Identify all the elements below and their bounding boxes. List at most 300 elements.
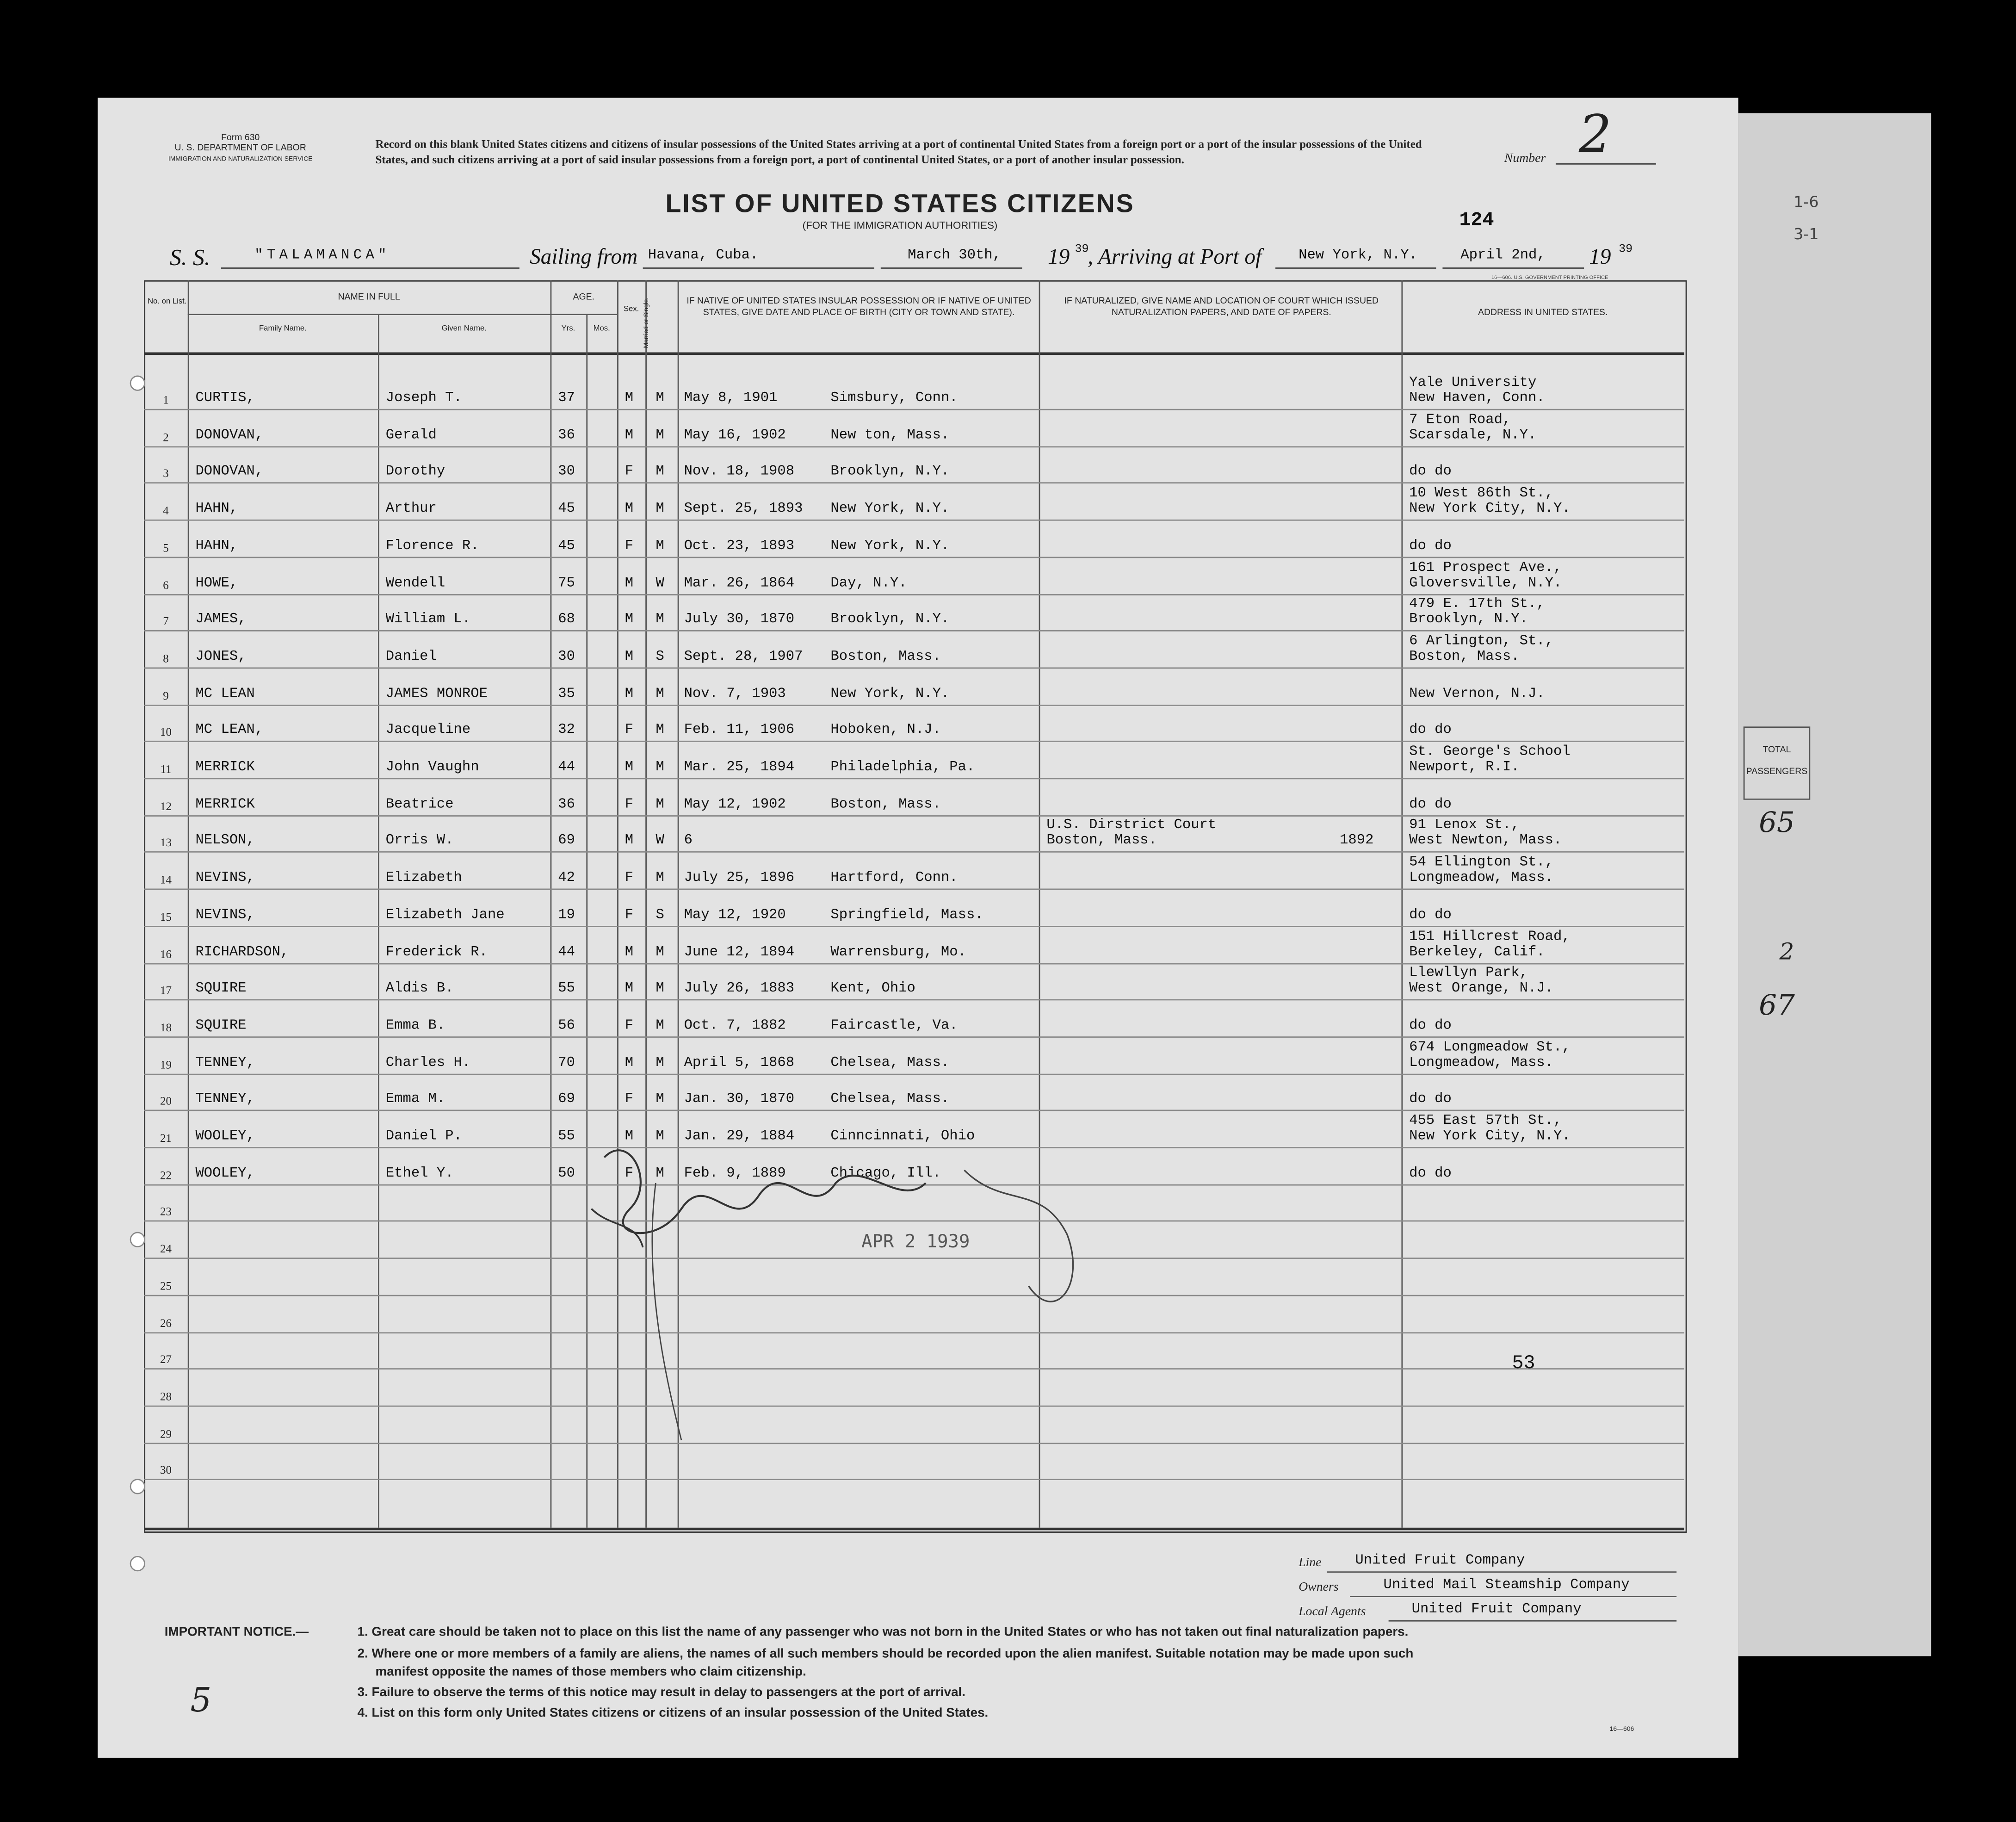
notice-1: 1. Great care should be taken not to place on this list the name of any passenger who was not born in the United States or who has not taken out final naturalization papers. bbox=[357, 1625, 1409, 1640]
row-separator bbox=[144, 520, 1684, 521]
address-line-2: Longmeadow, Mass. bbox=[1409, 1055, 1554, 1071]
sailing-rule bbox=[643, 267, 874, 269]
birth-date: Mar. 25, 1894 bbox=[684, 760, 795, 775]
birth-place: Hoboken, N.J. bbox=[830, 723, 941, 739]
col-divider bbox=[550, 280, 552, 1528]
sailing-from: Havana, Cuba. bbox=[648, 248, 759, 264]
row-number: 16 bbox=[160, 947, 172, 960]
line-label: Line bbox=[1299, 1556, 1322, 1570]
address-line-2: do do bbox=[1409, 1165, 1452, 1182]
birth-date: Jan. 29, 1884 bbox=[684, 1129, 795, 1145]
row-number: 28 bbox=[160, 1390, 172, 1403]
given-name: Charles H. bbox=[385, 1055, 471, 1071]
row-separator bbox=[144, 926, 1684, 927]
age: 44 bbox=[558, 944, 575, 960]
marital-status: W bbox=[656, 575, 664, 591]
age: 68 bbox=[558, 612, 575, 628]
sex: M bbox=[625, 686, 634, 702]
row-number: 30 bbox=[160, 1463, 172, 1477]
owners-label: Owners bbox=[1299, 1580, 1339, 1595]
sex: M bbox=[625, 1129, 634, 1145]
punch-hole bbox=[130, 376, 145, 391]
given-name: Gerald bbox=[385, 428, 437, 443]
sex: F bbox=[625, 723, 634, 739]
birth-date: Feb. 9, 1889 bbox=[684, 1165, 786, 1182]
form-agency bbox=[144, 134, 337, 165]
line-rule bbox=[1327, 1571, 1676, 1573]
address-line-1: 151 Hillcrest Road, bbox=[1409, 929, 1571, 945]
marital-status: M bbox=[656, 502, 664, 517]
year-suffix-2: 39 bbox=[1619, 243, 1633, 256]
sex: M bbox=[625, 649, 634, 665]
address-line-2: do do bbox=[1409, 538, 1452, 554]
owners-value: United Mail Steamship Company bbox=[1383, 1578, 1630, 1593]
marital-status: W bbox=[656, 834, 664, 849]
marital-status: M bbox=[656, 465, 664, 480]
row-number: 27 bbox=[160, 1353, 172, 1366]
bottom-rule bbox=[144, 1528, 1684, 1531]
family-name: SQUIRE bbox=[195, 1018, 247, 1034]
birth-date: 6 bbox=[684, 834, 693, 849]
address-line-2: Newport, R.I. bbox=[1409, 760, 1520, 775]
birth-date: Oct. 7, 1882 bbox=[684, 1018, 786, 1034]
family-name: RICHARDSON, bbox=[195, 944, 289, 960]
age: 42 bbox=[558, 870, 575, 886]
age: 37 bbox=[558, 390, 575, 407]
birth-date: July 25, 1896 bbox=[684, 870, 795, 886]
header-address: ADDRESS IN UNITED STATES. bbox=[1478, 309, 1608, 318]
address-line-2: Scarsdale, N.Y. bbox=[1409, 428, 1537, 443]
birth-date: Sept. 28, 1907 bbox=[684, 649, 803, 665]
notice-2b: manifest opposite the names of those members who claim citizenship. bbox=[375, 1665, 806, 1679]
row-separator bbox=[144, 1036, 1684, 1038]
address-line-2: Brooklyn, N.Y. bbox=[1409, 612, 1528, 628]
marital-status: M bbox=[656, 686, 664, 702]
birth-date: May 16, 1902 bbox=[684, 428, 786, 443]
family-name: HAHN, bbox=[195, 502, 238, 517]
family-name: TENNEY, bbox=[195, 1055, 255, 1071]
sex: M bbox=[625, 502, 634, 517]
address-line-1: 6 Arlington, St., bbox=[1409, 633, 1554, 650]
marital-status: M bbox=[656, 1165, 664, 1182]
age: 50 bbox=[558, 1165, 575, 1182]
row-separator bbox=[144, 852, 1684, 853]
given-name: Emma B. bbox=[385, 1018, 445, 1034]
row-separator bbox=[144, 778, 1684, 779]
family-name: WOOLEY, bbox=[195, 1129, 255, 1145]
col-divider bbox=[1401, 280, 1403, 1528]
address-line-2: Longmeadow, Mass. bbox=[1409, 870, 1554, 886]
family-name: CURTIS, bbox=[195, 390, 255, 407]
age: 32 bbox=[558, 723, 575, 739]
sailing-label: Sailing from bbox=[530, 244, 638, 269]
row-number: 24 bbox=[160, 1242, 172, 1255]
address-line-1: St. George's School bbox=[1409, 744, 1571, 760]
address-line-1: 455 East 57th St., bbox=[1409, 1113, 1562, 1129]
birth-date: June 12, 1894 bbox=[684, 944, 795, 960]
marital-status: M bbox=[656, 612, 664, 628]
row-number: 26 bbox=[160, 1316, 172, 1329]
row-separator bbox=[144, 557, 1684, 558]
given-name: JAMES MONROE bbox=[385, 686, 488, 702]
age: 55 bbox=[558, 1129, 575, 1145]
sex: M bbox=[625, 834, 634, 849]
notice-4: 4. List on this form only United States citizens or citizens of an insular possession of the United States. bbox=[357, 1706, 989, 1721]
given-name: Daniel P. bbox=[385, 1129, 462, 1145]
birth-date: Nov. 7, 1903 bbox=[684, 686, 786, 702]
address-line-1: Llewllyn Park, bbox=[1409, 966, 1528, 982]
age: 36 bbox=[558, 428, 575, 443]
row-number: 8 bbox=[163, 651, 169, 665]
arrival-rule bbox=[1442, 267, 1584, 269]
address-line-2: Gloversville, N.Y. bbox=[1409, 575, 1562, 591]
department: U. S. DEPARTMENT OF LABOR bbox=[174, 144, 306, 153]
sex: M bbox=[625, 390, 634, 407]
family-name: NEVINS, bbox=[195, 907, 255, 923]
header-mos: Mos. bbox=[593, 325, 610, 333]
address-line-2: do do bbox=[1409, 907, 1452, 923]
form-number: Form 630 bbox=[221, 134, 260, 143]
naturalization-location: Boston, Mass. bbox=[1046, 834, 1157, 849]
birth-place: Chicago, Ill. bbox=[830, 1165, 941, 1182]
age: 45 bbox=[558, 538, 575, 554]
row-number: 14 bbox=[160, 873, 172, 886]
punch-hole bbox=[130, 1479, 145, 1494]
family-name: MERRICK bbox=[195, 797, 255, 812]
family-name: JAMES, bbox=[195, 612, 247, 628]
address-line-1: 54 Ellington St., bbox=[1409, 855, 1554, 871]
number-value: 2 bbox=[1578, 105, 1612, 165]
ship-rule bbox=[221, 267, 519, 269]
back-sheet bbox=[1738, 113, 1931, 1656]
given-name: Elizabeth Jane bbox=[385, 907, 505, 923]
header-no: No. on List. bbox=[148, 298, 187, 306]
birth-date: Jan. 30, 1870 bbox=[684, 1092, 795, 1108]
punch-hole bbox=[130, 1232, 145, 1247]
row-number: 20 bbox=[160, 1095, 172, 1108]
age: 69 bbox=[558, 1092, 575, 1108]
row-separator bbox=[144, 446, 1684, 447]
birth-place: Brooklyn, N.Y. bbox=[830, 612, 950, 628]
date-stamp: APR 2 1939 bbox=[861, 1232, 970, 1253]
punch-hole bbox=[130, 1556, 145, 1571]
ss-label: S. S. bbox=[169, 244, 210, 270]
port-rule bbox=[1275, 267, 1436, 269]
address-line-2: New York City, N.Y. bbox=[1409, 1129, 1571, 1145]
address-line-2: do do bbox=[1409, 1092, 1452, 1108]
family-name: HOWE, bbox=[195, 575, 238, 591]
birth-date: Nov. 18, 1908 bbox=[684, 465, 795, 480]
family-name: NELSON, bbox=[195, 834, 255, 849]
birth-place: Chelsea, Mass. bbox=[830, 1055, 950, 1071]
age: 36 bbox=[558, 797, 575, 812]
header-naturalized: IF NATURALIZED, GIVE NAME AND LOCATION OF COURT WHICH ISSUED NATURALIZATION PAPERS, AND DATE OF PAPERS. bbox=[1064, 297, 1379, 318]
notice-title: IMPORTANT NOTICE.— bbox=[164, 1625, 309, 1640]
year-suffix-1: 39 bbox=[1075, 243, 1089, 256]
row-number: 6 bbox=[163, 578, 169, 591]
marital-status: M bbox=[656, 797, 664, 812]
address-line-2: do do bbox=[1409, 723, 1452, 739]
sex: M bbox=[625, 1055, 634, 1071]
row-number: 22 bbox=[160, 1168, 172, 1182]
age: 45 bbox=[558, 502, 575, 517]
stamp-number: 124 bbox=[1459, 210, 1494, 232]
address-line-2: do do bbox=[1409, 1018, 1452, 1034]
address-line-2: West Orange, N.J. bbox=[1409, 981, 1554, 997]
age: 70 bbox=[558, 1055, 575, 1071]
row-separator bbox=[144, 483, 1684, 484]
handwritten-count-1: 65 bbox=[1759, 807, 1795, 840]
notice-2a: 2. Where one or more members of a family are aliens, the names of all such members should be recorded upon the alien manifest. Suitable notation may be made upon such bbox=[357, 1647, 1414, 1661]
printer-note: 16—606. U.S. GOVERNMENT PRINTING OFFICE bbox=[1491, 273, 1608, 280]
row-number: 12 bbox=[160, 799, 172, 812]
address-line-2: do do bbox=[1409, 465, 1452, 480]
birth-place: New York, N.Y. bbox=[830, 538, 950, 554]
birth-place: Faircastle, Va. bbox=[830, 1018, 958, 1034]
marital-status: M bbox=[656, 870, 664, 886]
address-line-1: 161 Prospect Ave., bbox=[1409, 560, 1562, 576]
handwritten-bottom-left: 5 bbox=[190, 1682, 212, 1721]
row-number: 18 bbox=[160, 1021, 172, 1034]
arriving-label: , Arriving at Port of bbox=[1088, 244, 1262, 269]
agents-value: United Fruit Company bbox=[1411, 1602, 1582, 1618]
age: 56 bbox=[558, 1018, 575, 1034]
number-label: Number bbox=[1504, 151, 1546, 166]
age-subrule bbox=[550, 314, 618, 315]
row-number: 4 bbox=[163, 504, 169, 517]
name-subrule bbox=[188, 314, 550, 315]
row-separator bbox=[144, 741, 1684, 743]
sex: F bbox=[625, 1165, 634, 1182]
age: 30 bbox=[558, 465, 575, 480]
line-value: United Fruit Company bbox=[1355, 1553, 1525, 1569]
sex: F bbox=[625, 465, 634, 480]
birth-date: Sept. 25, 1893 bbox=[684, 502, 803, 517]
birth-place: New ton, Mass. bbox=[830, 428, 950, 443]
sex: M bbox=[625, 760, 634, 775]
row-number: 9 bbox=[163, 688, 169, 702]
age: 35 bbox=[558, 686, 575, 702]
service: IMMIGRATION AND NATURALIZATION SERVICE bbox=[168, 155, 313, 163]
row-number: 23 bbox=[160, 1205, 172, 1219]
address-line-2: Boston, Mass. bbox=[1409, 649, 1520, 665]
marital-status: S bbox=[656, 907, 664, 923]
birth-place: New York, N.Y. bbox=[830, 686, 950, 702]
naturalization-court: U.S. Dirstrict Court bbox=[1046, 818, 1217, 834]
birth-place: Kent, Ohio bbox=[830, 981, 915, 997]
address-line-2: West Newton, Mass. bbox=[1409, 834, 1562, 849]
given-name: Jacqueline bbox=[385, 723, 471, 739]
header-family-name: Family Name. bbox=[259, 325, 307, 333]
address-line-1: 479 E. 17th St., bbox=[1409, 597, 1545, 613]
given-name: Elizabeth bbox=[385, 870, 462, 886]
row-separator bbox=[144, 594, 1684, 595]
owners-rule bbox=[1350, 1596, 1676, 1597]
birth-date: May 12, 1902 bbox=[684, 797, 786, 812]
agents-rule bbox=[1389, 1620, 1677, 1622]
marital-status: M bbox=[656, 1129, 664, 1145]
sex: F bbox=[625, 907, 634, 923]
birth-place: Boston, Mass. bbox=[830, 797, 941, 812]
birth-place: Hartford, Conn. bbox=[830, 870, 958, 886]
birth-place: Cinncinnati, Ohio bbox=[830, 1129, 975, 1145]
family-name: MC LEAN bbox=[195, 686, 255, 702]
row-separator bbox=[144, 1073, 1684, 1075]
address-line-1: 7 Eton Road, bbox=[1409, 412, 1511, 428]
marital-status: M bbox=[656, 723, 664, 739]
given-name: John Vaughn bbox=[385, 760, 479, 775]
birth-date: July 30, 1870 bbox=[684, 612, 795, 628]
row-number: 3 bbox=[163, 467, 169, 480]
address-line-1: 10 West 86th St., bbox=[1409, 486, 1554, 502]
given-name: William L. bbox=[385, 612, 471, 628]
row-separator bbox=[144, 704, 1684, 706]
row-number: 5 bbox=[163, 541, 169, 554]
row-separator bbox=[144, 999, 1684, 1001]
header-married: Married or Single. bbox=[643, 297, 651, 348]
address-line-1: Yale University bbox=[1409, 375, 1537, 391]
total-box bbox=[1744, 726, 1811, 799]
address-line-2: Berkeley, Calif. bbox=[1409, 944, 1545, 960]
col-divider bbox=[188, 280, 189, 1528]
row-separator bbox=[144, 1110, 1684, 1111]
sex: F bbox=[625, 1092, 634, 1108]
header-rule bbox=[144, 353, 1684, 355]
header-yrs: Yrs. bbox=[561, 325, 575, 333]
header-age: AGE. bbox=[573, 293, 595, 303]
birth-date: Feb. 11, 1906 bbox=[684, 723, 795, 739]
marital-status: M bbox=[656, 981, 664, 997]
given-name: Dorothy bbox=[385, 465, 445, 480]
family-name: WOOLEY, bbox=[195, 1165, 255, 1182]
sex: F bbox=[625, 538, 634, 554]
header-given-name: Given Name. bbox=[441, 325, 487, 333]
naturalization-year: 1892 bbox=[1340, 834, 1374, 849]
row-number: 13 bbox=[160, 836, 172, 849]
sex: M bbox=[625, 612, 634, 628]
row-number: 1 bbox=[163, 393, 169, 407]
row-separator bbox=[144, 962, 1684, 964]
sex: M bbox=[625, 575, 634, 591]
marital-status: M bbox=[656, 760, 664, 775]
page-number-stamp: 53 bbox=[1512, 1352, 1535, 1375]
date-rule bbox=[881, 267, 1022, 269]
row-number: 11 bbox=[160, 762, 172, 775]
sex: F bbox=[625, 870, 634, 886]
age: 30 bbox=[558, 649, 575, 665]
sex: M bbox=[625, 428, 634, 443]
row-separator bbox=[144, 815, 1684, 816]
instructions: Record on this blank United States citizens and citizens of insular possessions of the United States arriving at a port of continental United States from a foreign port or a port of the insular possessions of the United States, and such citizens arriving at a port of said insular possessions from a foreign port, a port of continental United States, or a port of another insular possession. bbox=[375, 137, 1422, 166]
given-name: Emma M. bbox=[385, 1092, 445, 1108]
family-name: HAHN, bbox=[195, 538, 238, 554]
age: 44 bbox=[558, 760, 575, 775]
page-title: LIST OF UNITED STATES CITIZENS bbox=[665, 190, 1135, 219]
marital-status: S bbox=[656, 649, 664, 665]
margin-note-1: 1-6 bbox=[1793, 192, 1819, 211]
given-name: Daniel bbox=[385, 649, 437, 665]
marital-status: M bbox=[656, 1018, 664, 1034]
marital-status: M bbox=[656, 1055, 664, 1071]
header-birth: IF NATIVE OF UNITED STATES INSULAR POSSESSION OR IF NATIVE OF UNITED STATES, GIVE DATE AND PLACE OF BIRTH (CITY OR TOWN AND STATE). bbox=[686, 297, 1031, 318]
marital-status: M bbox=[656, 944, 664, 960]
age: 55 bbox=[558, 981, 575, 997]
row-separator bbox=[144, 630, 1684, 632]
marital-status: M bbox=[656, 538, 664, 554]
form-code: 16—606 bbox=[1609, 1725, 1634, 1734]
family-name: TENNEY, bbox=[195, 1092, 255, 1108]
row-number: 15 bbox=[160, 910, 172, 923]
sex: F bbox=[625, 797, 634, 812]
age: 19 bbox=[558, 907, 575, 923]
address-line-2: New Haven, Conn. bbox=[1409, 390, 1545, 407]
handwritten-count-3: 67 bbox=[1759, 990, 1795, 1023]
passengers-label: PASSENGERS bbox=[1746, 768, 1808, 777]
given-name: Florence R. bbox=[385, 538, 479, 554]
address-line-1: 674 Longmeadow St., bbox=[1409, 1040, 1571, 1055]
row-number: 17 bbox=[160, 984, 172, 997]
family-name: SQUIRE bbox=[195, 981, 247, 997]
birth-place: Boston, Mass. bbox=[830, 649, 941, 665]
arrival-port: New York, N.Y. bbox=[1299, 248, 1417, 264]
sailing-date: March 30th, bbox=[908, 248, 1002, 264]
given-name: Ethel Y. bbox=[385, 1165, 454, 1182]
address-line-2: New Vernon, N.J. bbox=[1409, 686, 1545, 702]
given-name: Arthur bbox=[385, 502, 437, 517]
family-name: NEVINS, bbox=[195, 870, 255, 886]
birth-place: Warrensburg, Mo. bbox=[830, 944, 966, 960]
given-name: Aldis B. bbox=[385, 981, 454, 997]
handwritten-count-2: 2 bbox=[1779, 938, 1794, 966]
col-divider bbox=[378, 314, 379, 1528]
row-number: 2 bbox=[163, 430, 169, 443]
header-sex: Sex. bbox=[623, 306, 639, 314]
total-label: TOTAL bbox=[1762, 745, 1791, 755]
margin-note-2: 3-1 bbox=[1793, 225, 1819, 243]
birth-place: Springfield, Mass. bbox=[830, 907, 983, 923]
birth-date: May 12, 1920 bbox=[684, 907, 786, 923]
address-line-2: do do bbox=[1409, 797, 1452, 812]
family-name: DONOVAN, bbox=[195, 465, 264, 480]
birth-place: Philadelphia, Pa. bbox=[830, 760, 975, 775]
ship-name: "TALAMANCA" bbox=[254, 248, 390, 264]
marital-status: M bbox=[656, 428, 664, 443]
birth-date: April 5, 1868 bbox=[684, 1055, 795, 1071]
officer-signature bbox=[579, 1132, 1119, 1466]
birth-date: July 26, 1883 bbox=[684, 981, 795, 997]
header-name-in-full: NAME IN FULL bbox=[338, 293, 400, 303]
row-number: 29 bbox=[160, 1426, 172, 1440]
birth-place: Day, N.Y. bbox=[830, 575, 907, 591]
row-number: 7 bbox=[163, 615, 169, 628]
family-name: JONES, bbox=[195, 649, 247, 665]
address-line-2: New York City, N.Y. bbox=[1409, 502, 1571, 517]
age: 75 bbox=[558, 575, 575, 591]
birth-place: New York, N.Y. bbox=[830, 502, 950, 517]
birth-place: Chelsea, Mass. bbox=[830, 1092, 950, 1108]
agents-label: Local Agents bbox=[1299, 1605, 1366, 1619]
sex: F bbox=[625, 1018, 634, 1034]
given-name: Wendell bbox=[385, 575, 445, 591]
given-name: Orris W. bbox=[385, 834, 454, 849]
marital-status: M bbox=[656, 1092, 664, 1108]
year-prefix-2: 19 bbox=[1589, 244, 1611, 269]
birth-date: Oct. 23, 1893 bbox=[684, 538, 795, 554]
birth-place: Simsbury, Conn. bbox=[830, 390, 958, 407]
marital-status: M bbox=[656, 390, 664, 407]
given-name: Frederick R. bbox=[385, 944, 488, 960]
row-number: 10 bbox=[160, 725, 172, 739]
